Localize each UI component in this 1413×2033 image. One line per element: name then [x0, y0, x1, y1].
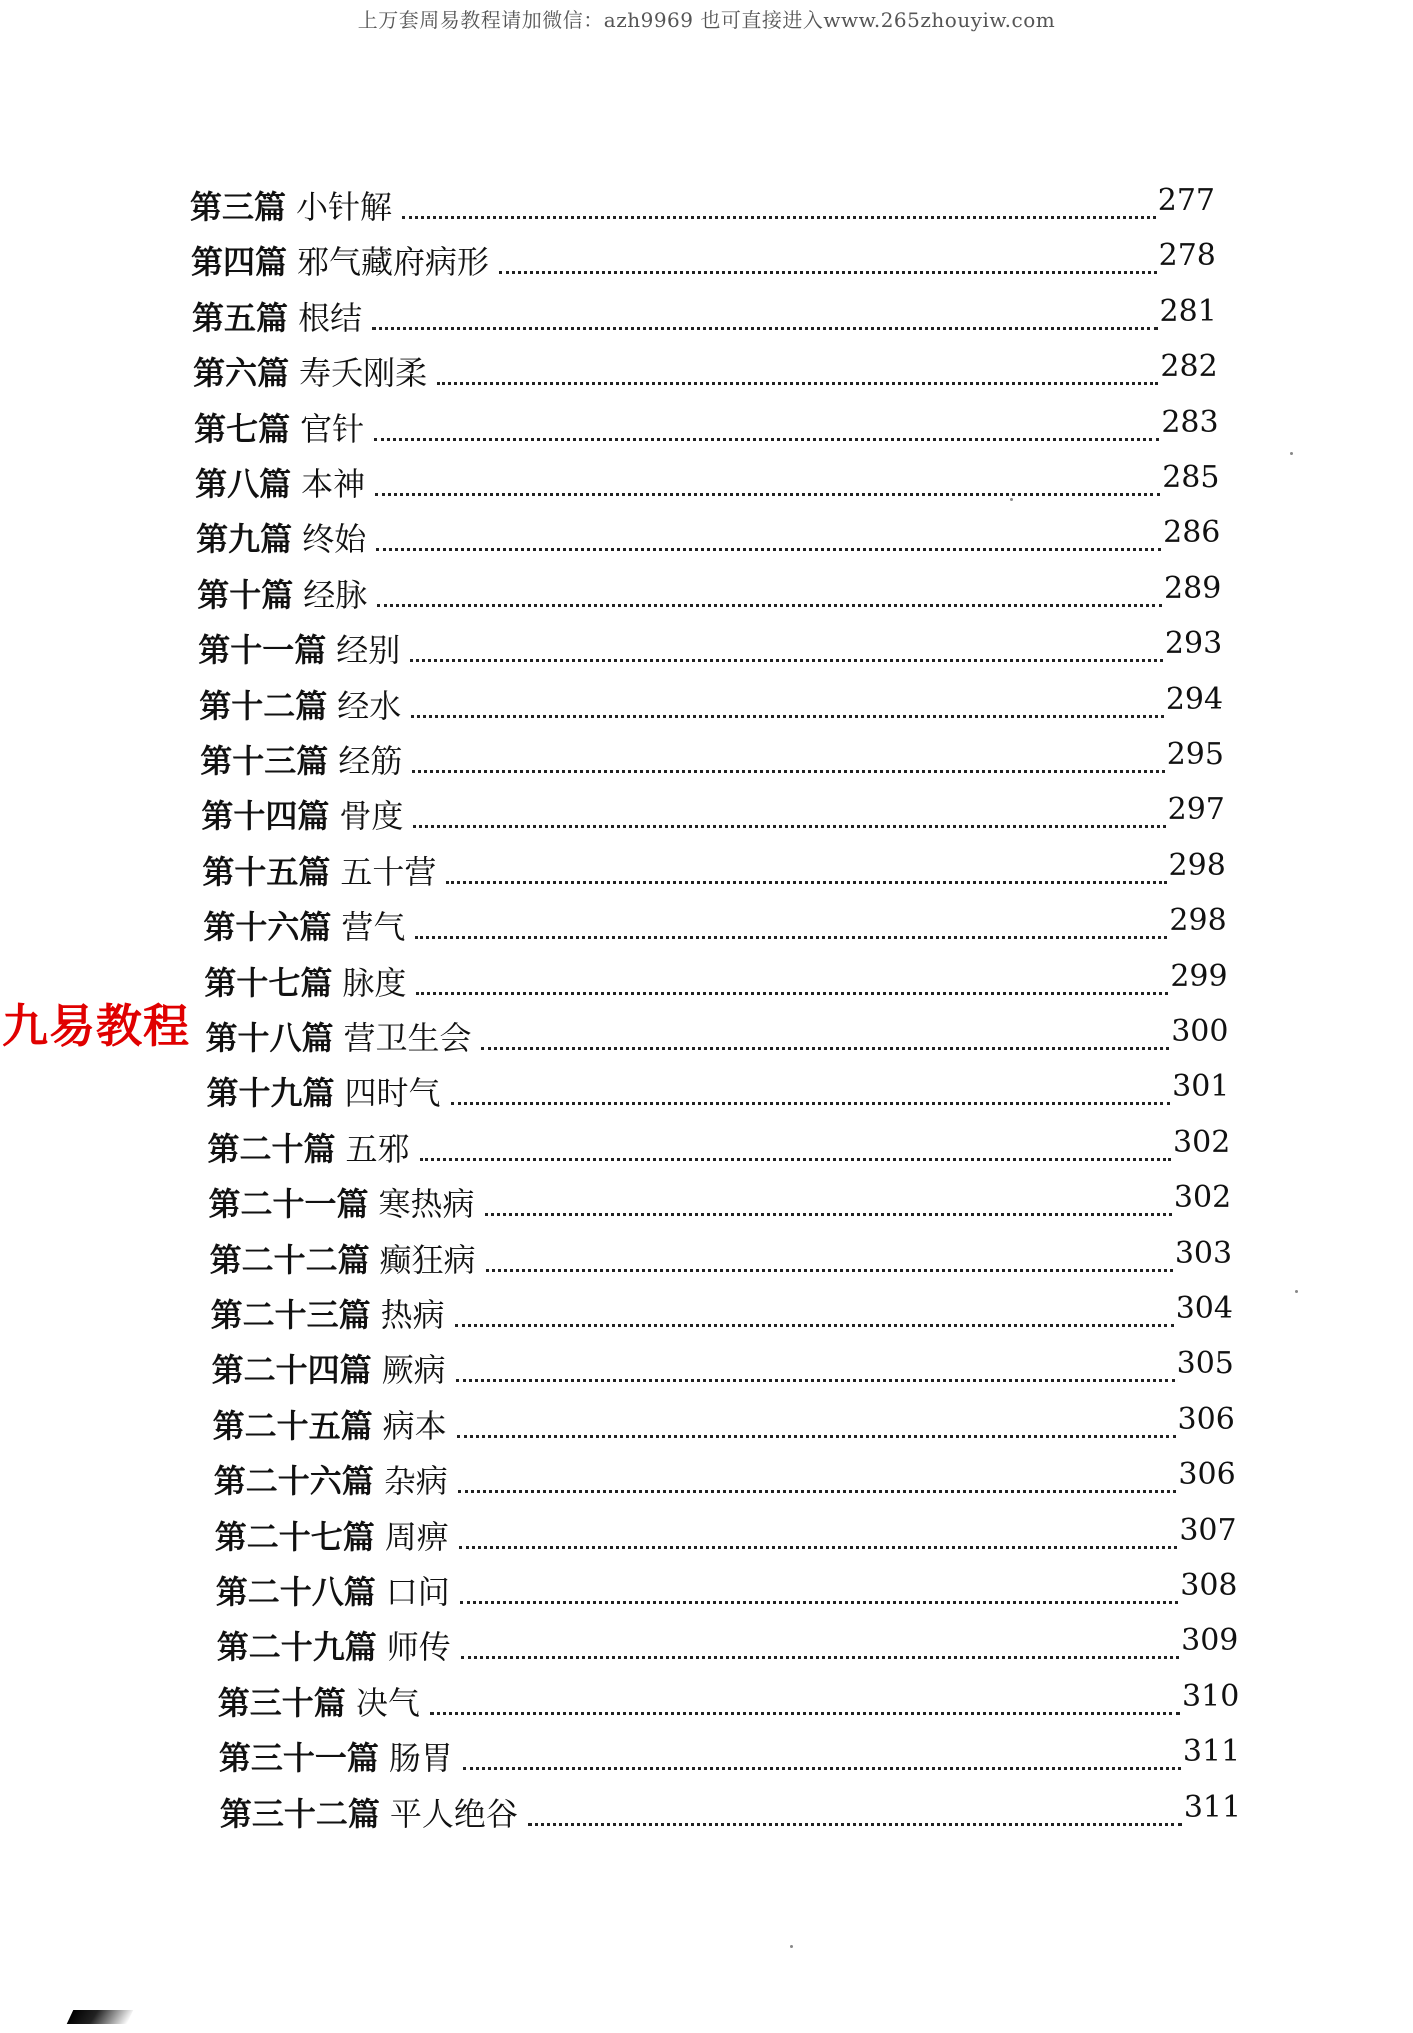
toc-entry-page: 283 — [1161, 404, 1219, 440]
toc-dot-leader — [415, 936, 1167, 939]
toc-entry-page: 302 — [1173, 1124, 1231, 1160]
toc-entry-page: 304 — [1175, 1291, 1233, 1326]
toc-entry-title: 根结 — [298, 298, 363, 337]
toc-entry — [216, 1565, 1238, 1613]
toc-entry-number: 第七篇 — [194, 409, 291, 448]
toc-entry-title: 病本 — [382, 1406, 447, 1445]
toc-entry-page: 306 — [1178, 1457, 1236, 1493]
toc-entry-page: 285 — [1162, 460, 1220, 495]
toc-entry-title: 骨度 — [339, 797, 404, 836]
toc-entry-page: 298 — [1169, 903, 1227, 939]
toc-entry — [220, 1787, 1241, 1835]
toc-entry-page: 305 — [1176, 1346, 1234, 1382]
toc-entry-page: 303 — [1174, 1235, 1233, 1271]
toc-entry-page: 295 — [1166, 737, 1224, 772]
toc-entry-number: 第二十篇 — [207, 1129, 336, 1168]
toc-dot-leader — [420, 1158, 1171, 1161]
toc-dot-leader — [463, 1767, 1181, 1770]
toc-entry-title: 经筋 — [338, 742, 403, 780]
toc-entry-title: 五十营 — [340, 852, 437, 891]
toc-entry-title: 决气 — [355, 1683, 420, 1722]
toc-entry-number: 第三篇 — [190, 188, 287, 226]
toc-entry-page: 297 — [1167, 792, 1225, 828]
scan-speck — [1010, 498, 1013, 501]
toc-entry — [214, 1454, 1236, 1502]
toc-entry-page: 286 — [1163, 515, 1221, 551]
toc-entry-number: 第十三篇 — [200, 742, 329, 780]
toc-entry-number: 第二十六篇 — [213, 1462, 374, 1501]
watermark-logo: 九易教程 — [2, 999, 190, 1053]
scan-speck — [790, 1945, 793, 1948]
toc-dot-leader — [375, 493, 1160, 496]
toc-dot-leader — [481, 1047, 1169, 1050]
toc-entry-number: 第十二篇 — [199, 686, 328, 725]
toc-entry — [193, 346, 1218, 394]
toc-entry-number: 第二十三篇 — [210, 1296, 371, 1334]
toc-entry — [190, 180, 1215, 228]
toc-entry-title: 热病 — [380, 1296, 445, 1334]
toc-entry-number: 第十九篇 — [206, 1074, 335, 1113]
toc-entry-page: 311 — [1182, 1734, 1241, 1770]
toc-dot-leader — [451, 1102, 1171, 1105]
toc-entry — [203, 900, 1226, 948]
scan-edge-mark — [67, 2010, 134, 2024]
toc-dot-leader — [528, 1823, 1182, 1826]
toc-dot-leader — [413, 825, 1165, 828]
toc-entry-title: 营卫生会 — [343, 1019, 472, 1057]
toc-entry-page: 308 — [1180, 1568, 1238, 1603]
toc-entry-title: 肠胃 — [388, 1739, 453, 1778]
scan-speck — [1290, 452, 1293, 455]
toc-entry-page: 294 — [1165, 681, 1224, 717]
toc-entry-title: 经脉 — [303, 575, 368, 614]
toc-entry-number: 第十四篇 — [201, 797, 330, 836]
toc-dot-leader — [377, 604, 1162, 607]
toc-entry-number: 第八篇 — [195, 465, 292, 503]
toc-entry — [191, 235, 1216, 283]
toc-entry-title: 邪气藏府病形 — [297, 243, 490, 282]
toc-entry-title: 癫狂病 — [379, 1240, 476, 1279]
toc-entry-title: 周痹 — [384, 1517, 449, 1556]
toc-entry — [206, 1066, 1229, 1114]
toc-entry-number: 第十六篇 — [203, 908, 332, 947]
toc-dot-leader — [456, 1379, 1175, 1382]
toc-entry — [194, 402, 1218, 450]
toc-dot-leader — [486, 1269, 1173, 1272]
toc-entry — [219, 1731, 1240, 1779]
toc-dot-leader — [402, 216, 1156, 219]
toc-entry — [202, 845, 1225, 893]
toc-entry — [199, 679, 1223, 727]
toc-entry — [197, 568, 1221, 616]
toc-dot-leader — [446, 881, 1166, 884]
toc-entry-number: 第十篇 — [197, 575, 294, 614]
toc-entry-title: 终始 — [302, 520, 367, 559]
toc-entry-title: 营气 — [341, 908, 406, 947]
toc-dot-leader — [457, 1435, 1176, 1438]
toc-entry-page: 300 — [1171, 1014, 1229, 1049]
toc-entry-title: 小针解 — [296, 188, 393, 226]
toc-entry — [196, 512, 1220, 560]
toc-entry-page: 310 — [1182, 1678, 1240, 1714]
toc-entry — [215, 1510, 1237, 1558]
scan-speck — [1295, 1290, 1298, 1293]
toc-entry-number: 第十七篇 — [204, 963, 333, 1002]
toc-entry — [212, 1343, 1234, 1391]
toc-dot-leader — [410, 659, 1163, 662]
toc-entry — [218, 1676, 1239, 1724]
header-note: 上万套周易教程请加微信：azh9969 也可直接进入www.265zhouyiw.com — [357, 8, 1056, 32]
toc-dot-leader — [411, 715, 1164, 718]
toc-dot-leader — [412, 770, 1164, 773]
toc-entry-page: 306 — [1177, 1401, 1235, 1437]
toc-dot-leader — [430, 1712, 1180, 1715]
toc-entry — [201, 789, 1225, 837]
toc-entry — [200, 734, 1224, 782]
toc-entry — [208, 1122, 1231, 1170]
toc-entry-page: 311 — [1183, 1789, 1242, 1825]
toc-entry-number: 第十五篇 — [202, 852, 331, 891]
toc-entry-title: 脉度 — [342, 963, 407, 1002]
toc-entry-title: 官针 — [300, 409, 365, 448]
toc-entry-page: 302 — [1173, 1180, 1232, 1216]
toc-entry-page: 309 — [1181, 1623, 1239, 1659]
toc-entry-title: 本神 — [301, 465, 366, 503]
table-of-contents — [0, 180, 1413, 1860]
toc-dot-leader — [455, 1324, 1174, 1327]
toc-entry-title: 口问 — [385, 1573, 450, 1611]
toc-entry — [198, 623, 1222, 671]
toc-entry-number: 第二十二篇 — [209, 1240, 370, 1279]
toc-entry — [211, 1288, 1233, 1336]
toc-entry-number: 第三十篇 — [217, 1683, 346, 1722]
toc-entry-page: 301 — [1172, 1069, 1230, 1105]
toc-dot-leader — [499, 271, 1157, 274]
toc-entry — [195, 457, 1219, 505]
toc-dot-leader — [376, 548, 1161, 551]
toc-entry-page: 293 — [1164, 626, 1223, 662]
toc-dot-leader — [416, 992, 1168, 995]
toc-entry-number: 第二十八篇 — [215, 1573, 376, 1611]
toc-dot-leader — [461, 1656, 1179, 1659]
toc-entry-number: 第二十七篇 — [214, 1517, 375, 1556]
toc-entry-number: 第九篇 — [196, 520, 293, 559]
toc-entry-title: 师传 — [386, 1628, 451, 1667]
toc-dot-leader — [437, 382, 1158, 385]
toc-dot-leader — [374, 438, 1159, 441]
toc-entry-page: 278 — [1158, 238, 1216, 274]
toc-entry-title: 经别 — [336, 631, 401, 670]
toc-entry — [205, 1011, 1228, 1059]
toc-entry-number: 第十一篇 — [198, 631, 327, 670]
toc-entry — [209, 1177, 1232, 1225]
toc-dot-leader — [372, 327, 1157, 330]
toc-entry-number: 第二十一篇 — [208, 1185, 369, 1224]
toc-entry-page: 307 — [1179, 1512, 1237, 1548]
toc-entry-number: 第六篇 — [193, 354, 290, 393]
toc-entry-number: 第三十二篇 — [219, 1794, 380, 1833]
toc-entry — [192, 291, 1217, 339]
toc-entry — [217, 1620, 1239, 1668]
toc-dot-leader — [459, 1546, 1178, 1549]
toc-entry-number: 第二十五篇 — [212, 1406, 373, 1445]
toc-entry-number: 第二十九篇 — [216, 1628, 377, 1667]
toc-entry-title: 寿夭刚柔 — [299, 354, 428, 393]
toc-entry-title: 寒热病 — [378, 1185, 475, 1224]
toc-entry-title: 五邪 — [345, 1129, 410, 1168]
toc-entry-title: 厥病 — [381, 1351, 446, 1390]
toc-entry — [204, 956, 1227, 1004]
toc-entry-title: 四时气 — [344, 1074, 441, 1113]
toc-entry-page: 289 — [1164, 570, 1222, 606]
toc-entry-page: 299 — [1170, 958, 1228, 994]
toc-entry-page: 282 — [1160, 349, 1218, 385]
toc-dot-leader — [485, 1213, 1172, 1216]
toc-entry — [213, 1399, 1235, 1447]
toc-entry-number: 第四篇 — [191, 243, 288, 282]
toc-entry-page: 281 — [1159, 293, 1217, 329]
toc-entry-title: 平人绝谷 — [389, 1794, 518, 1833]
toc-dot-leader — [458, 1490, 1177, 1493]
toc-dot-leader — [460, 1601, 1178, 1604]
toc-entry-page: 277 — [1157, 183, 1215, 218]
toc-entry-page: 298 — [1168, 847, 1226, 883]
toc-entry-number: 第五篇 — [192, 298, 289, 337]
toc-entry-number: 第十八篇 — [205, 1019, 334, 1057]
toc-entry-number: 第二十四篇 — [211, 1351, 372, 1390]
toc-entry — [210, 1233, 1233, 1281]
toc-entry-title: 杂病 — [383, 1462, 448, 1501]
toc-entry-number: 第三十一篇 — [218, 1739, 379, 1778]
toc-entry-title: 经水 — [337, 686, 402, 725]
